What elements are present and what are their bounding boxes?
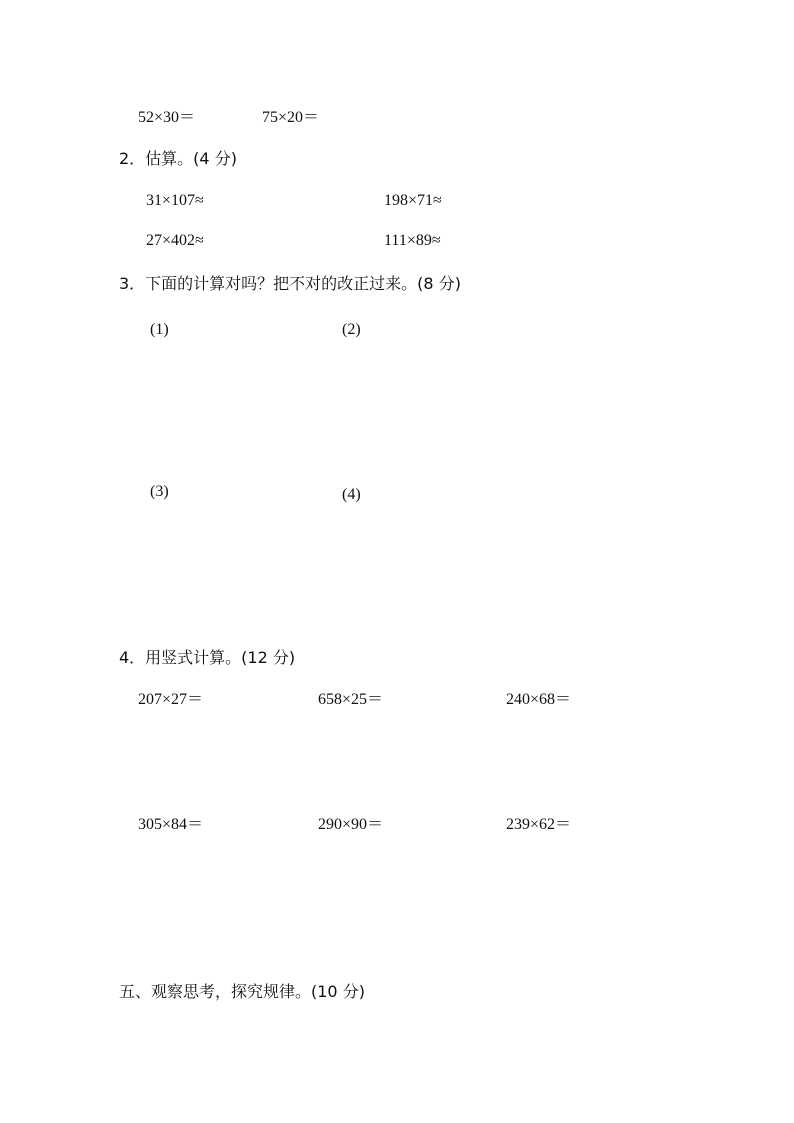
q3-label-1: (1)	[150, 321, 169, 338]
q3-label-4: (4)	[342, 486, 361, 503]
q2-item-4: 111×89≈	[384, 232, 441, 249]
q2-item-1: 31×107≈	[146, 192, 204, 209]
q3-label-2: (2)	[342, 321, 361, 338]
q4-item-3: 240×68＝	[506, 691, 572, 708]
q4-item-2: 658×25＝	[318, 691, 384, 708]
expr-52x30: 52×30＝	[138, 109, 196, 126]
expr-75x20: 75×20＝	[262, 109, 320, 126]
q3-heading: 3．下面的计算对吗？把不对的改正过来。(8 分)	[119, 274, 461, 293]
q4-item-5: 290×90＝	[318, 816, 384, 833]
q2-item-3: 27×402≈	[146, 232, 204, 249]
q3-label-3: (3)	[150, 483, 169, 500]
q2-item-2: 198×71≈	[384, 192, 442, 209]
q2-heading: 2．估算。(4 分)	[119, 149, 237, 168]
q4-item-4: 305×84＝	[138, 816, 204, 833]
q4-heading: 4．用竖式计算。(12 分)	[119, 648, 296, 667]
section5-heading: 五、观察思考，探究规律。(10 分)	[119, 982, 365, 1001]
q4-item-6: 239×62＝	[506, 816, 572, 833]
q4-item-1: 207×27＝	[138, 691, 204, 708]
